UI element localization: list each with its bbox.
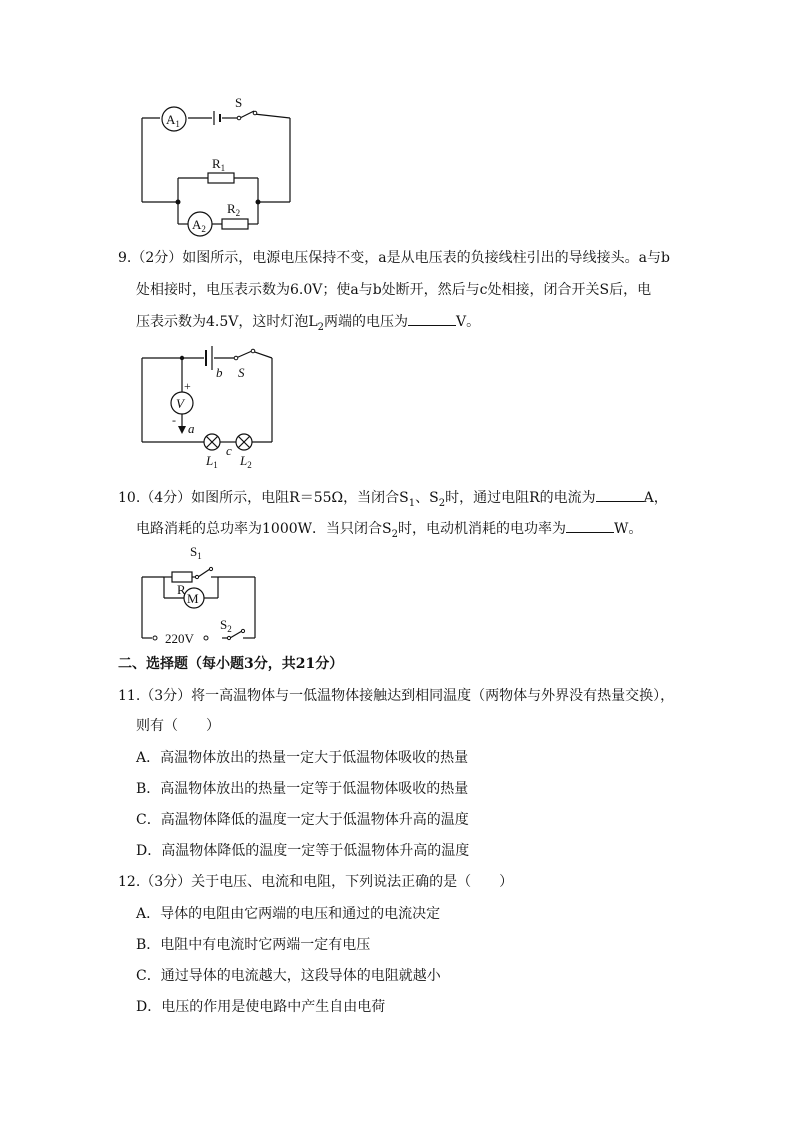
q11-option-d[interactable]: D．高温物体降低的温度一定等于低温物体升高的温度 (136, 843, 470, 859)
q10-line-1: 10.（4分）如图所示，电阻R＝55Ω，当闭合$S_1$、$S_2$时，通过电阻R的电流为 A， (118, 490, 668, 509)
resistor-r1-label: $R_1$ (212, 156, 226, 173)
terminal (204, 636, 208, 640)
switch-contact (227, 636, 230, 639)
point-b-label: b (216, 365, 223, 380)
point-a-label: a (188, 421, 195, 436)
q11-option-a[interactable]: A．高温物体放出的热量一定大于低温物体吸收的热量 (136, 750, 469, 766)
switch-label: S (235, 95, 243, 110)
q12-line-1: 12.（3分）关于电压、电流和电阻，下列说法正确的是（ ） (118, 874, 514, 890)
q12-option-d[interactable]: D．电压的作用是使电路中产生自由电荷 (136, 999, 386, 1015)
switch-s2-label: $S_2$ (220, 617, 232, 634)
resistor-r-label: R (177, 582, 186, 597)
q11-line-2: 则有（ ） (136, 718, 220, 734)
motor-label: M (187, 591, 199, 606)
point-c-label: c (226, 443, 232, 458)
switch-s1-label: $S_1$ (190, 544, 202, 561)
resistor-r2-label: $R_2$ (227, 201, 241, 218)
lamp-l1-label: $L_1$ (206, 453, 218, 470)
ammeter-a1-label: $A_1$ (166, 112, 180, 129)
voltmeter-label: V (176, 396, 184, 411)
switch-contact (195, 575, 198, 578)
minus-sign: - (172, 413, 176, 427)
voltage-220v-label: 220V (165, 631, 194, 646)
ammeter-a2-label: $A_2$ (192, 217, 206, 234)
q9-line-2: 处相接时，电压表示数为6.0V；使a与b处断开，然后与c处相接，闭合开关S后，电 (136, 282, 652, 298)
q11-option-c[interactable]: C．高温物体降低的温度一定大于低温物体升高的温度 (136, 812, 469, 828)
q11-option-b[interactable]: B．高温物体放出的热量一定等于低温物体吸收的热量 (136, 781, 469, 797)
q12-option-c[interactable]: C．通过导体的电流越大，这段导体的电阻就越小 (136, 968, 441, 984)
q12-option-b[interactable]: B．电阻中有电流时它两端一定有电压 (136, 937, 371, 953)
plus-sign: + (184, 379, 191, 393)
switch-contact (209, 567, 212, 570)
q10-line-2: 电路消耗的总功率为1000W．当只闭合$S_2$时，电动机消耗的电功率为 W。 (136, 521, 643, 540)
section-heading: 二、选择题（每小题3分，共21分） (118, 656, 344, 672)
q9-line-1: 9.（2分）如图所示，电源电压保持不变，a是从电压表的负接线柱引出的导线接头。a与b (118, 250, 670, 266)
q12-option-a[interactable]: A．导体的电阻由它两端的电压和通过的电流决定 (136, 906, 441, 922)
switch-s-label: S (238, 365, 245, 380)
q11-line-1: 11.（3分）将一高温物体与一低温物体接触达到相同温度（两物体与外界没有热量交换）， (118, 688, 675, 704)
lamp-l2-label: $L_2$ (240, 453, 252, 470)
switch-contact (241, 629, 244, 632)
q9-line-3: 压表示数为4.5V，这时灯泡$L_2$两端的电压为 V。 (136, 314, 481, 333)
terminal (153, 636, 157, 640)
